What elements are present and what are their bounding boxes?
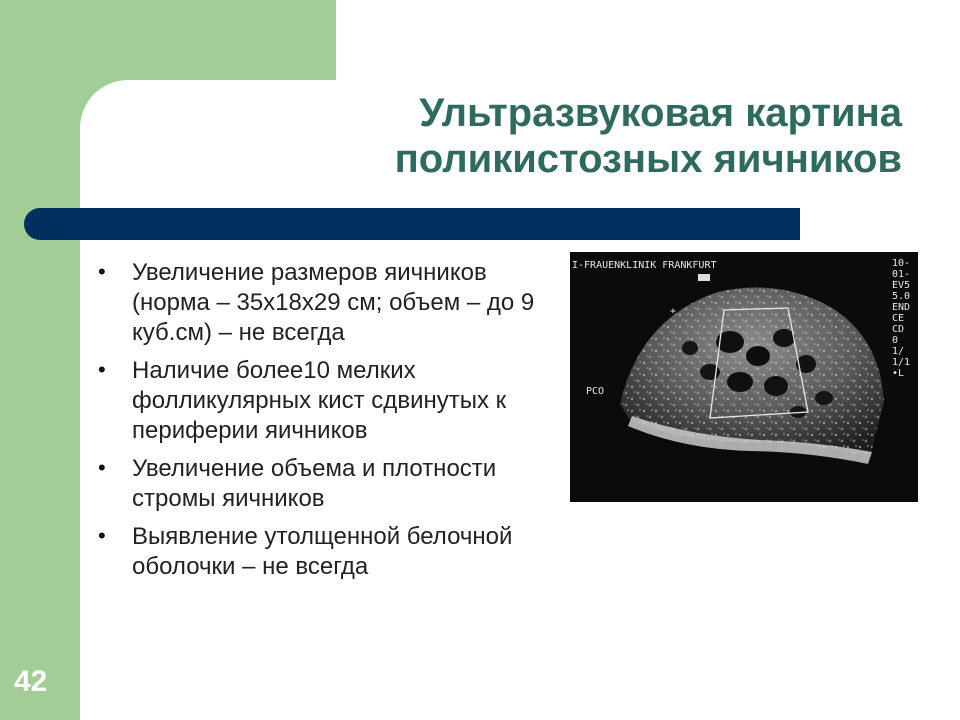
cursor-mark-icon: + — [670, 306, 677, 317]
bullet-item — [98, 454, 548, 514]
scan-side-value: EV5 — [892, 280, 911, 291]
ultrasound-image — [570, 252, 918, 502]
title-divider-bar — [24, 208, 800, 240]
scan-side-value: CD — [892, 324, 905, 335]
bullet-dot-icon: • — [98, 357, 106, 382]
bullet-list — [98, 258, 548, 590]
scan-label: PCO — [586, 386, 605, 397]
bullet-text: Увеличение объема и плотности стромы яичников — [132, 455, 497, 512]
bullet-item — [98, 258, 548, 348]
scan-side-value: •L — [892, 368, 905, 379]
scan-side-value: END — [892, 302, 911, 313]
scan-side-value: 10- — [892, 258, 911, 269]
ultrasound-scan — [570, 252, 918, 502]
follicle-cyst — [764, 376, 788, 396]
follicle-cyst — [815, 391, 833, 405]
bullet-item — [98, 356, 548, 446]
bullet-item — [98, 522, 548, 582]
bullet-text: Выявление утолщенной белочной оболочки – не всегда — [132, 523, 513, 580]
scan-side-value: 01- — [892, 269, 911, 280]
slide-title — [230, 90, 902, 182]
scan-side-value: 1/ — [892, 346, 905, 357]
follicle-cyst — [727, 372, 753, 392]
scan-side-value: CE — [892, 313, 905, 324]
scan-side-value: 5.0 — [892, 291, 911, 302]
bullet-dot-icon: • — [98, 259, 106, 284]
page-number: 42 — [14, 665, 48, 698]
scan-side-value: 0 — [892, 335, 899, 346]
scan-header-text: I-FRAUENKLINIK FRANKFURT — [572, 260, 717, 271]
scan-side-value: 1/1 — [892, 357, 911, 368]
title-line-1: Ультразвуковая картина — [419, 91, 902, 135]
bullet-text: Увеличение размеров яичников (норма – 35х18х29 см; объем – до 9 куб.см) – не всегда — [132, 259, 535, 346]
bullet-dot-icon: • — [98, 523, 106, 548]
title-line-2: поликистозных яичников — [394, 137, 902, 181]
bullet-text: Наличие более10 мелких фолликулярных кист сдвинутых к периферии яичников — [132, 357, 507, 444]
follicle-cyst — [746, 346, 770, 366]
bullet-dot-icon: • — [98, 455, 106, 480]
scan-side-values — [892, 258, 910, 379]
follicle-cyst — [682, 341, 698, 355]
green-left-band — [0, 0, 80, 720]
scan-marker-icon — [698, 274, 710, 281]
follicle-cyst — [773, 329, 795, 347]
